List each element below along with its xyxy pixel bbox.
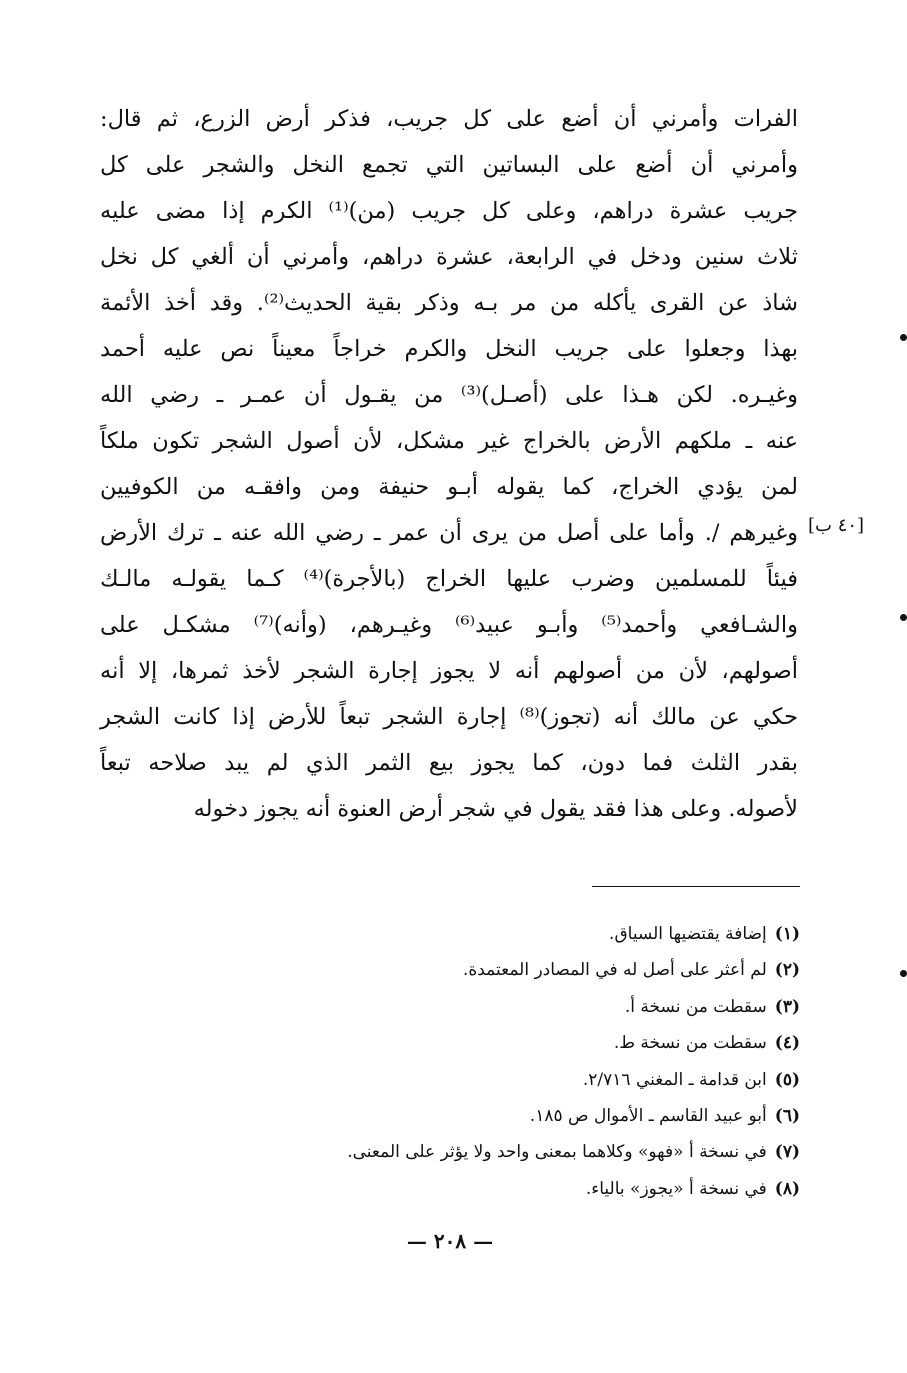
text-line: لمن يؤدي الخراج، كما يقوله أبـو حنيفة ومن وافقـه من الكوفيين (100, 474, 798, 500)
footnote (260, 1098, 800, 1134)
footnote (260, 1134, 800, 1170)
text-line: وغيـره. لكن هـذا على (أصـل)⁽³⁾ من يقـول أن عمـر ـ رضي الله (100, 382, 798, 408)
text-line: وأمرني أن أضع على البساتين التي تجمع النخل والشجر على كل (100, 152, 798, 178)
footnote-number: (٥) (774, 1069, 800, 1090)
footnote-number: (٣) (774, 996, 800, 1017)
text-line: ثلاث سنين ودخل في الرابعة، عشرة دراهم، وأمرني أن ألغي كل نخل (100, 244, 798, 270)
footnote-text: في نسخة أ «فهو» وكلاهما بمعنى واحد ولا يؤثر على المعنى. (347, 1142, 767, 1163)
footnote-number: (٤) (774, 1033, 800, 1054)
footnote (260, 1171, 800, 1207)
text-line: والشـافعي وأحمد⁽⁵⁾ وأبـو عبيد⁽⁶⁾ وغيـرهم، (وأنه)⁽⁷⁾ مشكـل على (100, 612, 798, 638)
text-line: حكي عن مالك أنه (تجوز)⁽⁸⁾ إجارة الشجر تبعاً للأرض إذا كانت الشجر (100, 704, 798, 730)
text-line: شاذ عن القرى يأكله من مر بـه وذكر بقية الحديث⁽²⁾. وقد أخذ الأئمة (100, 290, 798, 316)
footnote-text: سقطت من نسخة ط. (613, 1033, 767, 1054)
text-line: الفرات وأمرني أن أضع على كل جريب، فذكر أرض الزرع، ثم قال: (100, 106, 798, 132)
footnote-separator (592, 886, 800, 887)
page-number: — ٢٠٨ — (406, 1229, 494, 1253)
footnote (260, 916, 800, 952)
text-line: وغيرهم /. وأما على أصل من يرى أن عمر ـ رضي الله عنه ـ ترك الأرض (100, 520, 798, 546)
footnote-number: (٧) (774, 1142, 800, 1163)
manuscript-folio-marker: [٤٠ ب] (808, 515, 865, 536)
footnote (260, 1062, 800, 1098)
footnote-text: لم أعثر على أصل له في المصادر المعتمدة. (462, 960, 767, 981)
main-text (100, 96, 798, 832)
footnote-text: ابن قدامة ـ المغني ٢/٧١٦. (582, 1069, 767, 1090)
text-line: بهذا وجعلوا على جريب النخل والكرم خراجاً معيناً نص عليه أحمد (100, 336, 798, 362)
footnote-text: أبو عبيد القاسم ـ الأموال ص ١٨٥. (529, 1105, 767, 1126)
text-line: فيئاً للمسلمين وضرب عليها الخراج (بالأجرة)⁽⁴⁾ كـما يقولـه مالـك (100, 566, 798, 592)
footnote (260, 952, 800, 988)
text-line: جريب عشرة دراهم، وعلى كل جريب (من)⁽¹⁾ الكرم إذا مضى عليه (100, 198, 798, 224)
footnote-text: إضافة يقتضيها السياق. (609, 924, 767, 944)
scan-speck (900, 334, 907, 341)
footnote-number: (٨) (774, 1178, 800, 1199)
footnote (260, 1025, 800, 1061)
footnote-text: في نسخة أ «يجوز» بالياء. (585, 1178, 767, 1199)
text-line: أصولهم، لأن من أصولهم أنه لا يجوز إجارة الشجر لأخذ ثمرها، إلا أنه (100, 658, 798, 684)
footnote-number: (٢) (774, 960, 800, 981)
text-line: بقدر الثلث فما دون، كما يجوز بيع الثمر الذي لم يبد صلاحه تبعاً (100, 750, 798, 776)
footnote-number: (١) (774, 924, 800, 944)
text-line: لأصوله. وعلى هذا فقد يقول في شجر أرض العنوة أنه يجوز دخوله (193, 796, 798, 822)
footnote-text: سقطت من نسخة أ. (624, 996, 767, 1017)
scan-speck (900, 614, 907, 621)
text-line: عنه ـ ملكهم الأرض بالخراج غير مشكل، لأن أصول الشجر تكون ملكاً (100, 428, 798, 454)
scan-speck (900, 970, 907, 977)
footnote-number: (٦) (774, 1105, 800, 1126)
footnote (260, 989, 800, 1025)
footnotes (260, 916, 800, 1207)
